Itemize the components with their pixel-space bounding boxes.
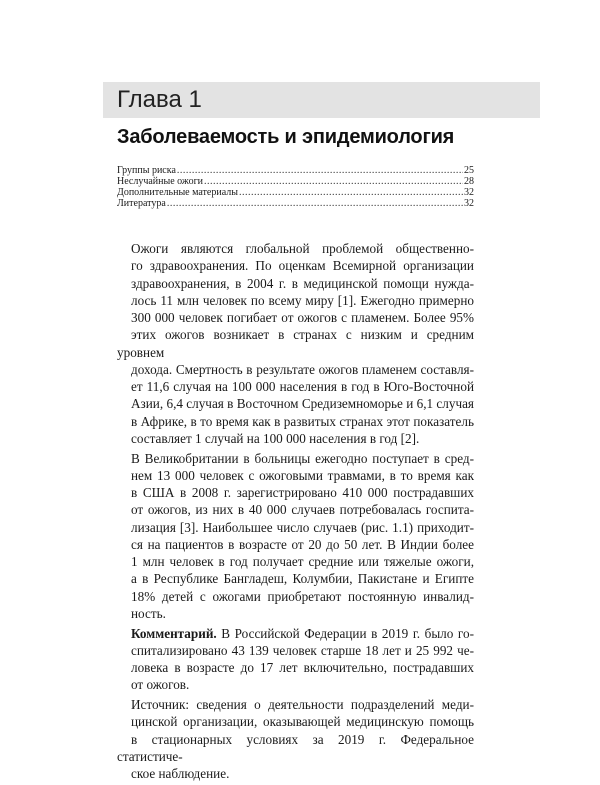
text-line: этих ожогов возникает в странах с низким и средним уровнем: [117, 327, 474, 360]
text-line: лось 11 млн человек по всему миру [1]. Ежегодно примерно: [131, 292, 474, 308]
text-line: а в Республике Бангладеш, Колумбии, Пакистане и Египте: [131, 571, 474, 587]
toc-leader-dots: [204, 176, 463, 187]
toc-entry-title: Литература: [117, 198, 166, 209]
text-line: лизация [3]. Наибольшее число случаев (рис. 1.1) приходит-: [131, 519, 474, 535]
toc-entry[interactable]: [117, 187, 474, 198]
text-line: от ожогов, из них в 40 000 случаев потребовалась госпита-: [131, 502, 474, 518]
toc-entry-page: 32: [464, 198, 474, 209]
text-line: ское наблюдение.: [131, 766, 230, 781]
text-line: в США в 2008 г. зарегистрировано 410 000 пострадавших: [131, 485, 474, 500]
text-line: 1 млн человек в год получает средние или тяжелые ожоги,: [131, 554, 474, 569]
paragraph-burns-global: [117, 240, 474, 447]
comment-label: Комментарий.: [131, 625, 217, 641]
table-of-contents: [117, 165, 474, 209]
text-line: дохода. Смертность в результате ожогов пламенем составля-: [131, 361, 474, 377]
paragraph-source: [117, 696, 474, 782]
toc-entry[interactable]: [117, 176, 474, 187]
text-line: нем 13 000 человек с ожоговыми травмами, в то время как: [131, 467, 474, 483]
toc-entry-page: 32: [464, 187, 474, 198]
toc-leader-dots: [177, 165, 463, 176]
chapter-header-bar: [103, 82, 540, 118]
paragraph-comment: [117, 625, 474, 694]
text-line: Источник: сведения о деятельности подразделений меди-: [131, 697, 474, 712]
text-line: 18% детей с ожогами приобретают постоянную инвалид-: [131, 588, 474, 604]
toc-leader-dots: [239, 187, 463, 198]
comment-text: В Российской Федерации в 2019 г. было го-: [216, 625, 474, 641]
toc-entry-title: Неслучайные ожоги: [117, 176, 204, 187]
text-line: ет 11,6 случая на 100 000 населения в год в Юго-Восточной: [131, 379, 474, 394]
text-line: 300 000 человек погибает от ожогов с пламенем. Более 95%: [131, 310, 474, 325]
text-line: Азии, 6,4 случая в Восточном Средиземноморье и 6,1 случая: [131, 396, 474, 412]
toc-entry-page: 28: [464, 176, 474, 187]
text-line: В Великобритании в больницы ежегодно поступает в сред-: [131, 450, 474, 466]
text-line: здравоохранения, в 2004 г. в медицинской помощи нужда-: [131, 275, 474, 291]
toc-entry-title: Группы риска: [117, 165, 176, 176]
toc-leader-dots: [167, 198, 463, 209]
text-line: спитализировано 43 139 человек старше 18 лет и 25 992 че-: [131, 642, 474, 658]
text-line: в стационарных условиях за 2019 г. Федеральное статистиче-: [117, 731, 474, 764]
text-line: ся на пациентов в возрасте от 20 до 50 лет. В Индии более: [131, 536, 474, 552]
text-line: [117, 625, 474, 642]
text-line: Ожоги являются глобальной проблемой общественно-: [131, 241, 474, 256]
text-line: ловека в возрасте до 17 лет включительно, пострадавших: [131, 660, 474, 675]
text-line: го здравоохранения. По оценкам Всемирной организации: [131, 258, 474, 274]
chapter-title: Заболеваемость и эпидемиология: [117, 126, 455, 148]
chapter-label: Глава 1: [117, 86, 202, 113]
text-line: цинской организации, оказывающей медицинскую помощь: [131, 714, 474, 730]
text-line: в Африке, в то время как в развитых странах этот показатель: [131, 413, 474, 429]
toc-entry-page: 25: [464, 165, 474, 176]
toc-entry[interactable]: [117, 165, 474, 176]
toc-entry-title: Дополнительные материалы: [117, 187, 238, 198]
paragraph-uk-statistics: [117, 450, 474, 623]
toc-entry[interactable]: [117, 198, 474, 209]
body-text: [117, 240, 474, 785]
text-line: ность.: [131, 605, 166, 621]
text-line: от ожогов.: [131, 677, 190, 693]
text-line: составляет 1 случай на 100 000 населения в год [2].: [131, 430, 420, 446]
